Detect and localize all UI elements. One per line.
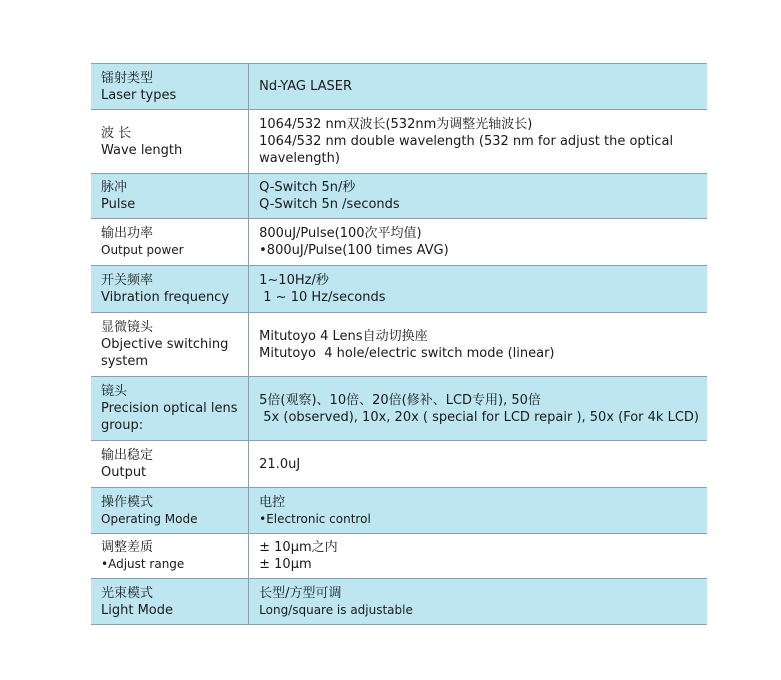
label-cn: 输出稳定	[101, 448, 154, 463]
value-line: 800uJ/Pulse(100次平均值)	[259, 226, 422, 241]
value-line: Mitutoyo 4 Lens自动切换座	[259, 328, 428, 344]
spec-label	[91, 441, 249, 488]
label-cn: 输出功率	[101, 226, 154, 241]
label-cn: 镭射类型	[101, 70, 154, 86]
spec-value	[249, 579, 707, 625]
label-cn: 操作模式	[101, 494, 154, 510]
label-en: Laser types	[101, 87, 177, 103]
label-cn: 波 长	[101, 125, 132, 141]
label-en: Vibration frequency	[101, 290, 230, 305]
value-line: 1064/532 nm双波长(532nm为调整光轴波长)	[259, 117, 533, 132]
label-en: Light Mode	[101, 602, 173, 618]
spec-label	[91, 219, 249, 266]
spec-value	[249, 313, 707, 377]
label-en: group:	[101, 418, 144, 433]
value-line: 1064/532 nm double wavelength (532 nm for adjust the optical	[259, 134, 674, 149]
spec-label	[91, 266, 249, 313]
label-cn: 脉冲	[101, 180, 128, 195]
label-en: Output power	[101, 243, 184, 257]
value-line: 电控	[259, 494, 286, 510]
value-line: Q-Switch 5n /seconds	[259, 197, 400, 212]
value-line: 1 ~ 10 Hz/seconds	[259, 290, 386, 305]
label-en: system	[101, 354, 148, 369]
value-line: •Electronic control	[259, 511, 371, 526]
spec-value	[249, 64, 707, 110]
label-cn: 镜头	[101, 384, 128, 399]
label-en: •Adjust range	[101, 557, 185, 571]
value-line: Nd-YAG LASER	[259, 79, 353, 94]
spec-value	[249, 488, 707, 534]
spec-label	[91, 579, 249, 625]
spec-value	[249, 174, 707, 219]
spec-row-pulse	[91, 174, 707, 219]
label-en: Operating Mode	[101, 511, 198, 526]
spec-value	[249, 377, 707, 441]
spec-row-objective-switching	[91, 313, 707, 377]
spec-value	[249, 219, 707, 266]
spec-table	[91, 63, 707, 625]
spec-row-vibration-frequency	[91, 266, 707, 313]
label-cn: 光束模式	[101, 585, 154, 601]
label-en: Precision optical lens	[101, 401, 238, 416]
spec-value	[249, 266, 707, 313]
value-line: wavelength)	[259, 151, 340, 166]
spec-row-operating-mode	[91, 488, 707, 534]
spec-label	[91, 64, 249, 110]
spec-label	[91, 110, 249, 174]
spec-row-light-mode	[91, 579, 707, 625]
spec-label	[91, 377, 249, 441]
value-line: 5倍(观察)、10倍、20倍(修补、LCD专用), 50倍	[259, 392, 541, 408]
spec-value	[249, 110, 707, 174]
value-line: 1~10Hz/秒	[259, 273, 329, 288]
spec-value	[249, 441, 707, 488]
label-cn: 调整差质	[101, 540, 154, 555]
value-line: ± 10μm之内	[259, 540, 338, 555]
label-cn: 开关频率	[101, 273, 154, 288]
value-line: 21.0uJ	[259, 456, 301, 472]
label-en: Output	[101, 465, 147, 480]
value-line: ± 10μm	[259, 557, 312, 572]
value-line: •800uJ/Pulse(100 times AVG)	[259, 243, 449, 258]
label-en: Objective switching	[101, 337, 229, 352]
spec-label	[91, 488, 249, 534]
spec-row-output	[91, 441, 707, 488]
label-cn: 显微镜头	[101, 320, 154, 335]
spec-row-adjust-range	[91, 534, 707, 579]
value-line: Long/square is adjustable	[259, 602, 413, 617]
value-line: 5x (observed), 10x, 20x ( special for LCD repair ), 50x (For 4k LCD)	[259, 409, 699, 425]
spec-row-precision-lens	[91, 377, 707, 441]
value-line: Q-Switch 5n/秒	[259, 180, 356, 195]
spec-label	[91, 174, 249, 219]
value-line: Mitutoyo 4 hole/electric switch mode (linear)	[259, 345, 555, 361]
spec-label	[91, 313, 249, 377]
spec-row-laser-types	[91, 64, 707, 110]
label-en: Wave length	[101, 142, 183, 158]
value-line: 长型/方型可调	[259, 585, 342, 601]
label-en: Pulse	[101, 197, 136, 212]
spec-row-output-power	[91, 219, 707, 266]
spec-row-wave-length	[91, 110, 707, 174]
spec-label	[91, 534, 249, 579]
spec-value	[249, 534, 707, 579]
